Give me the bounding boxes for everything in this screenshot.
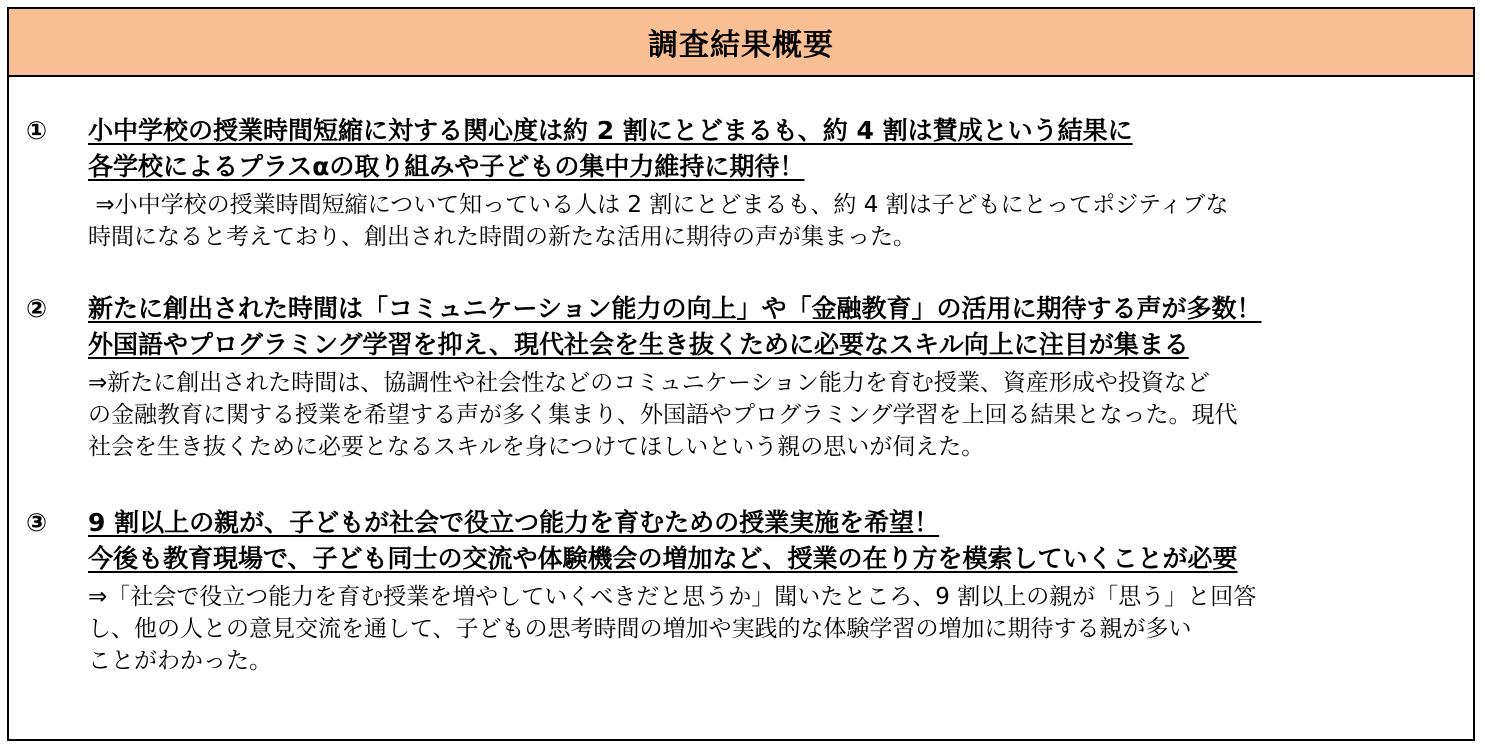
item-number-marker: ① [26, 116, 48, 145]
page-title: 調査結果概要 [648, 28, 834, 63]
heading-line: 新たに創出された時間は「コミュニケーション能力の向上」や「金融教育」の活用に期待する声が多数！ [88, 294, 1262, 323]
heading-line: 各学校によるプラスαの取り組みや子どもの集中力維持に期待！ [88, 152, 805, 181]
item-body: ⇒新たに創出された時間は、協調性や社会性などのコミュニケーション能力を育む授業、資産形成や投資など の金融教育に関する授業を希望する声が多く集まり、外国語やプログラミング学習を上回る結果となった。現代 社会を生き抜くために必要となるスキルを身につけてほしいという親の思いが伺えた。 [88, 370, 1238, 460]
item-heading [88, 505, 1468, 577]
item-body: ⇒「社会で役立つ能力を育む授業を増やしていくべきだと思うか」聞いたところ、9 割以上の親が「思う」と回答 し、他の人との意見交流を通して、子どもの思考時間の増加や実践的な体験学習の増加に期待する親が多い ことがわかった。 [88, 584, 1257, 674]
heading-line: 今後も教育現場で、子ども同士の交流や体験機会の増加など、授業の在り方を模索していくことが必要 [88, 544, 1238, 573]
item-heading [88, 291, 1468, 363]
heading-line: 外国語やプログラミング学習を抑え、現代社会を生き抜くために必要なスキル向上に注目が集まる [88, 330, 1189, 359]
item-number-marker: ③ [26, 508, 48, 537]
item-heading [88, 113, 1468, 185]
heading-line: 小中学校の授業時間短縮に対する関心度は約 2 割にとどまるも、約 4 割は賛成という結果に [88, 116, 1133, 145]
item-body: ⇒小中学校の授業時間短縮について知っている人は 2 割にとどまるも、約 4 割は子どもにとってポジティブな 時間になると考えており、創出された時間の新たな活用に期待の声が集まった。 [88, 192, 1229, 250]
heading-line: 9 割以上の親が、子どもが社会で役立つ能力を育むための授業実施を希望！ [88, 508, 940, 537]
summary-box [7, 7, 1475, 741]
item-number-marker: ② [26, 294, 48, 323]
summary-header [9, 9, 1473, 77]
